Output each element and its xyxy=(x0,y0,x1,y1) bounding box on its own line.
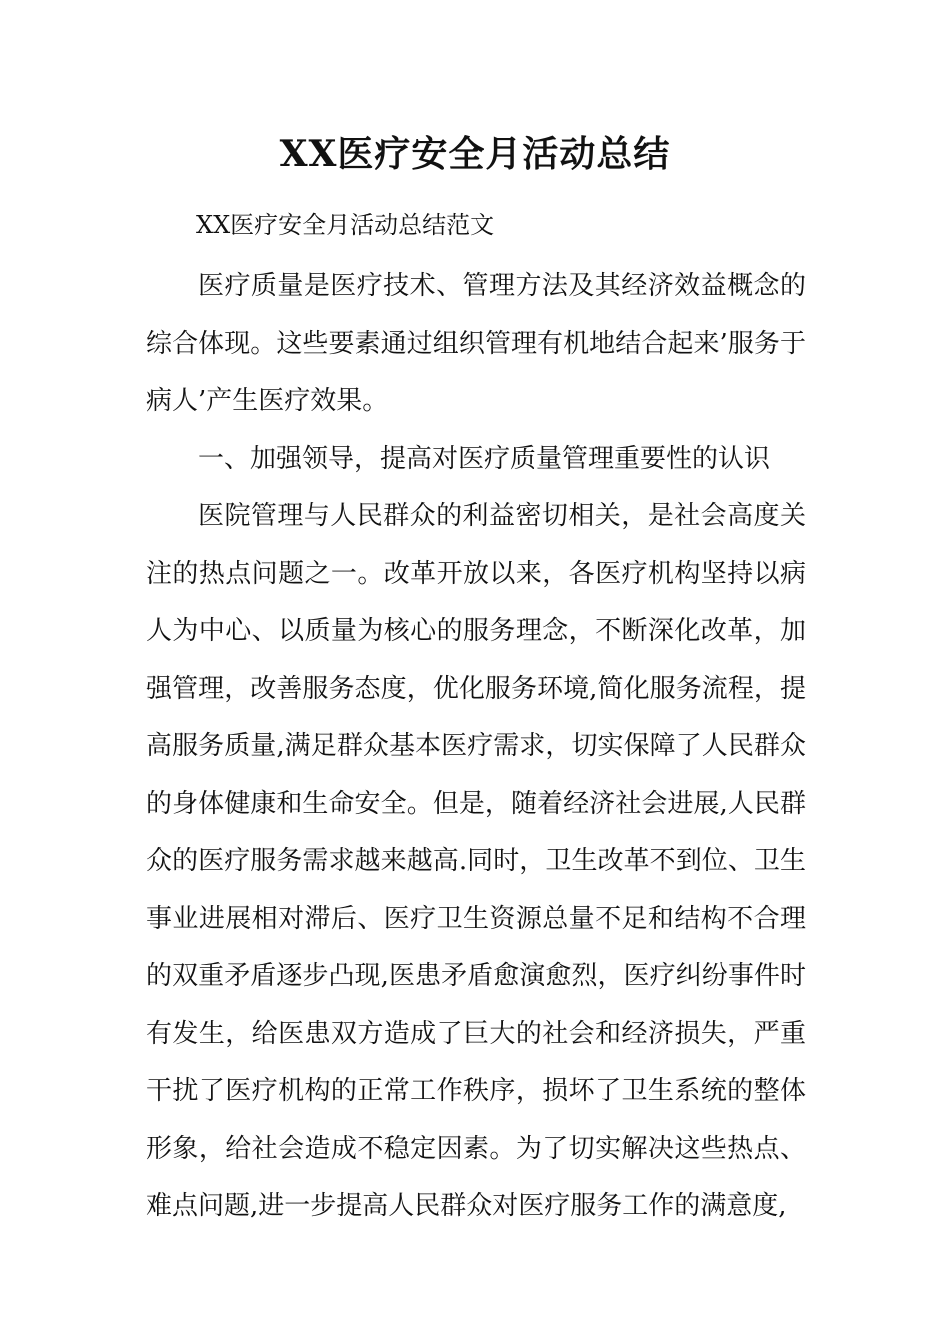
document-subtitle: XX医疗安全月活动总结范文 xyxy=(196,211,495,239)
section-heading-1: 一、加强领导，提高对医疗质量管理重要性的认识 xyxy=(198,443,771,474)
paragraph-section-1: 医院管理与人民群众的利益密切相关，是社会高度关注的热点问题之一。改革开放以来，各医疗机构坚持以病人为中心、以质量为核心的服务理念，不断深化改革，加强管理，改善服务态度，优化服务环境,简化服务流程，提高服务质量,满足群众基本医疗需求，切实保障了人民群众的身体健康和生命安全。但是，随着经济社会进展,人民群众的医疗服务需求越来越高.同时，卫生改革不到位、卫生事业进展相对滞后、医疗卫生资源总量不足和结构不合理的双重矛盾逐步凸现,医患矛盾愈演愈烈，医疗纠纷事件时有发生，给医患双方造成了巨大的社会和经济损失，严重干扰了医疗机构的正常工作秩序，损坏了卫生系统的整体形象，给社会造成不稳定因素。为了切实解决这些热点、难点问题,进一步提高人民群众对医疗服务工作的满意度, xyxy=(146,501,806,1221)
paragraph-intro: 医疗质量是医疗技术、管理方法及其经济效益概念的综合体现。这些要素通过组织管理有机地结合起来’服务于病人’产生医疗效果。 xyxy=(146,271,806,416)
document-title: XX医疗安全月活动总结 xyxy=(279,133,671,175)
document-body xyxy=(146,200,806,1236)
